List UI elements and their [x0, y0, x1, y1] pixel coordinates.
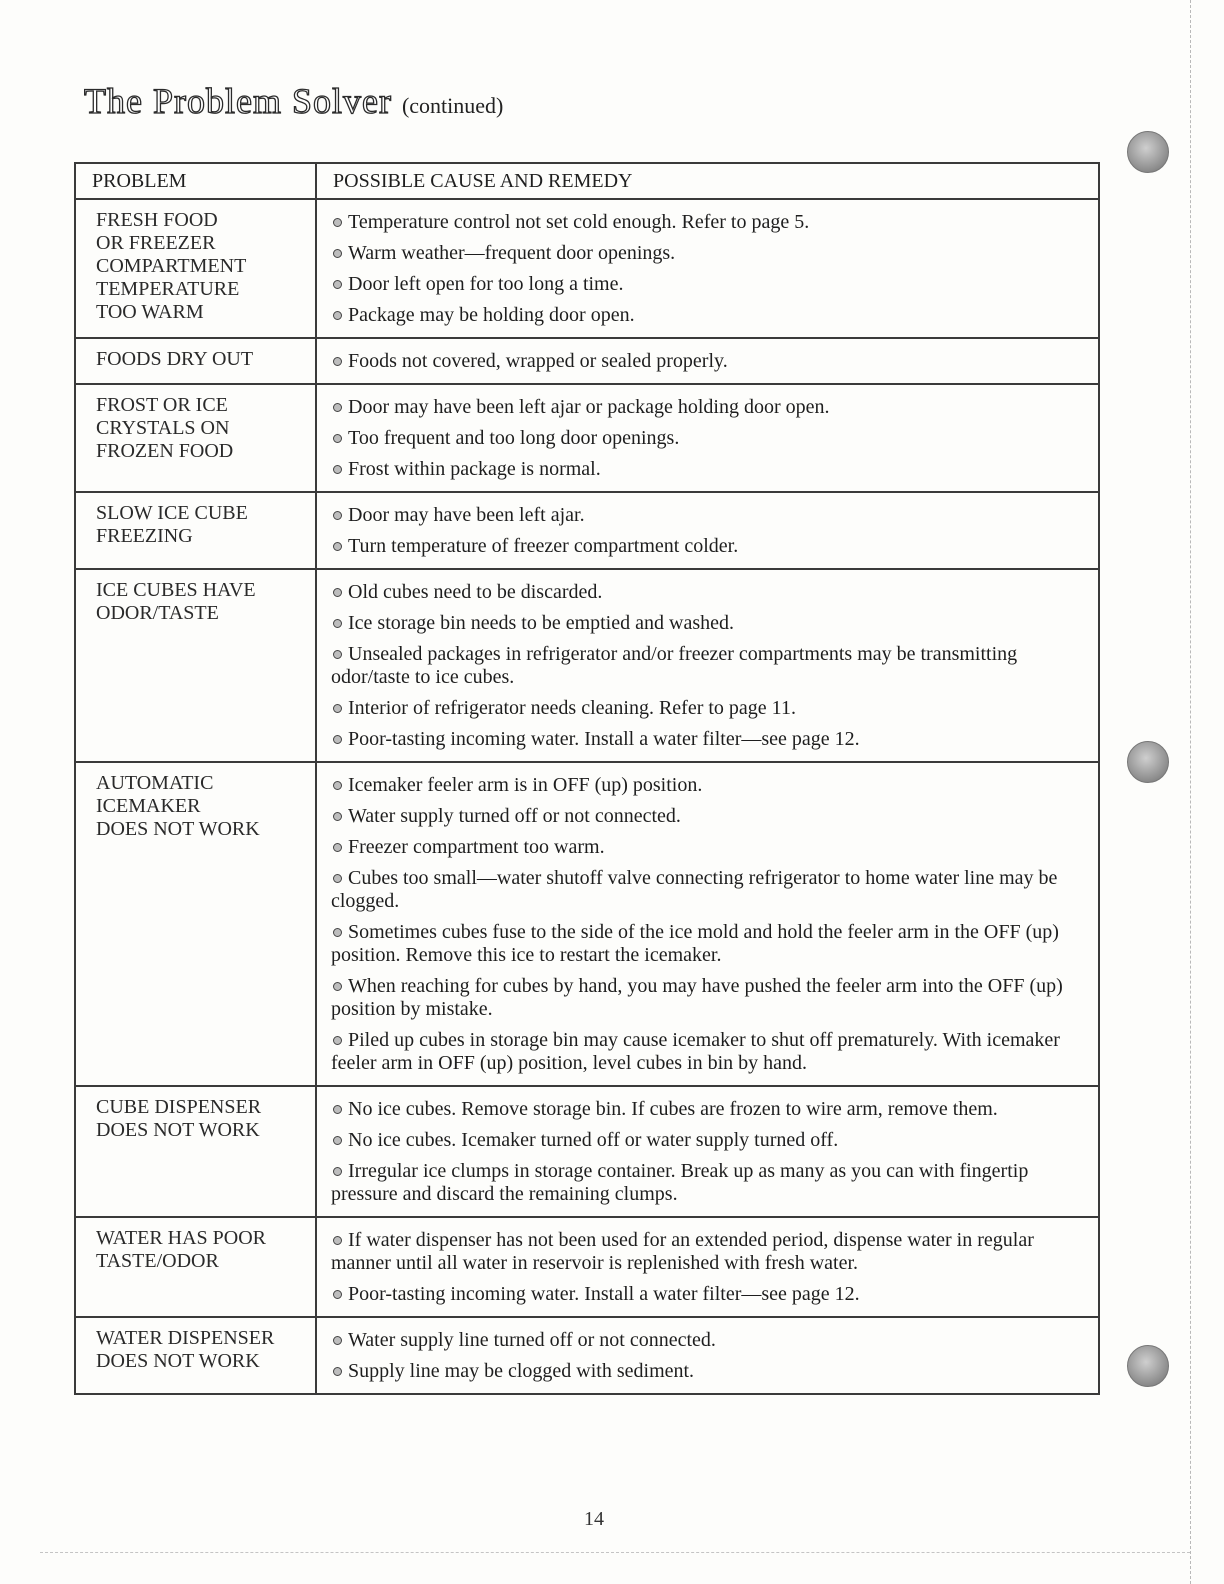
list-item — [331, 396, 1086, 419]
remedy-text: Freezer compartment too warm. — [348, 836, 605, 858]
list-item — [331, 1283, 1086, 1306]
list-item — [331, 350, 1086, 373]
remedy-cell — [316, 569, 1099, 762]
remedy-text: Water supply line turned off or not connected. — [348, 1329, 716, 1351]
remedy-cell — [316, 762, 1099, 1086]
list-item — [331, 975, 1086, 1021]
page-edge-bottom — [40, 1552, 1190, 1561]
problem-cell: FRESH FOOD OR FREEZER COMPARTMENT TEMPERATURE TOO WARM — [75, 199, 316, 338]
bullet-icon — [333, 812, 342, 821]
list-item — [331, 535, 1086, 558]
remedy-text: Sometimes cubes fuse to the side of the ice mold and hold the feeler arm in the OFF (up) position. Remove this ice to restart the icemaker. — [331, 921, 1059, 966]
bullet-icon — [333, 1336, 342, 1345]
remedy-text: Warm weather—frequent door openings. — [348, 242, 676, 264]
list-item — [331, 1229, 1086, 1275]
remedy-text: Old cubes need to be discarded. — [348, 581, 603, 603]
bullet-icon — [333, 843, 342, 852]
remedy-text: Water supply turned off or not connected. — [348, 805, 681, 827]
problem-cell: AUTOMATIC ICEMAKER DOES NOT WORK — [75, 762, 316, 1086]
bullet-icon — [333, 511, 342, 520]
remedy-list — [331, 504, 1086, 558]
bullet-icon — [333, 218, 342, 227]
list-item — [331, 211, 1086, 234]
remedy-list — [331, 1229, 1086, 1306]
bullet-icon — [333, 1136, 342, 1145]
page-number: 14 — [584, 1508, 604, 1530]
remedy-cell — [316, 384, 1099, 492]
list-item — [331, 581, 1086, 604]
remedy-text: Unsealed packages in refrigerator and/or freezer compartments may be transmitting odor/taste to ice cubes. — [331, 643, 1018, 688]
remedy-list — [331, 211, 1086, 327]
remedy-text: Door may have been left ajar. — [348, 504, 585, 526]
bullet-icon — [333, 588, 342, 597]
remedy-text: If water dispenser has not been used for an extended period, dispense water in regular manner until all water in reservoir is replenished with fresh water. — [331, 1229, 1034, 1274]
remedy-text: Poor-tasting incoming water. Install a water filter—see page 12. — [348, 728, 860, 750]
problem-cell: FOODS DRY OUT — [75, 338, 316, 384]
remedy-text: No ice cubes. Icemaker turned off or water supply turned off. — [348, 1129, 839, 1151]
remedy-list — [331, 774, 1086, 1075]
remedy-list — [331, 581, 1086, 751]
bullet-icon — [333, 1367, 342, 1376]
page-title — [84, 80, 503, 122]
bullet-icon — [333, 357, 342, 366]
remedy-text: No ice cubes. Remove storage bin. If cubes are frozen to wire arm, remove them. — [348, 1098, 998, 1120]
table-header-row — [75, 163, 1099, 199]
problem-solver-table — [74, 162, 1100, 1395]
list-item — [331, 1160, 1086, 1206]
bullet-icon — [333, 982, 342, 991]
page-title-main: The Problem Solver — [84, 81, 392, 121]
list-item — [331, 643, 1086, 689]
remedy-text: Cubes too small—water shutoff valve connecting refrigerator to home water line may be clogged. — [331, 867, 1058, 912]
bullet-icon — [333, 1105, 342, 1114]
table-body — [75, 199, 1099, 1394]
binder-hole-icon — [1127, 131, 1169, 173]
list-item — [331, 273, 1086, 296]
bullet-icon — [333, 434, 342, 443]
bullet-icon — [333, 928, 342, 937]
remedy-column-header: POSSIBLE CAUSE AND REMEDY — [316, 163, 1099, 199]
bullet-icon — [333, 280, 342, 289]
list-item — [331, 867, 1086, 913]
remedy-text: Temperature control not set cold enough. Refer to page 5. — [348, 211, 810, 233]
bullet-icon — [333, 704, 342, 713]
list-item — [331, 921, 1086, 967]
remedy-text: Icemaker feeler arm is in OFF (up) position. — [348, 774, 703, 796]
remedy-cell — [316, 338, 1099, 384]
remedy-list — [331, 1329, 1086, 1383]
remedy-text: Ice storage bin needs to be emptied and washed. — [348, 612, 734, 634]
remedy-cell — [316, 1217, 1099, 1317]
binder-hole-icon — [1127, 1345, 1169, 1387]
list-item — [331, 612, 1086, 635]
remedy-text: Foods not covered, wrapped or sealed properly. — [348, 350, 728, 372]
bullet-icon — [333, 650, 342, 659]
remedy-text: Irregular ice clumps in storage container. Break up as many as you can with fingertip pressure and discard the remaining clumps. — [331, 1160, 1029, 1205]
list-item — [331, 1360, 1086, 1383]
problem-cell: ICE CUBES HAVE ODOR/TASTE — [75, 569, 316, 762]
list-item — [331, 1098, 1086, 1121]
list-item — [331, 728, 1086, 751]
page-edge-right — [1190, 0, 1197, 1584]
list-item — [331, 458, 1086, 481]
list-item — [331, 697, 1086, 720]
bullet-icon — [333, 735, 342, 744]
remedy-text: Frost within package is normal. — [348, 458, 601, 480]
remedy-cell — [316, 199, 1099, 338]
table-row — [75, 338, 1099, 384]
problem-cell: WATER DISPENSER DOES NOT WORK — [75, 1317, 316, 1394]
table-row — [75, 762, 1099, 1086]
remedy-list — [331, 396, 1086, 481]
list-item — [331, 427, 1086, 450]
table-row — [75, 1217, 1099, 1317]
list-item — [331, 1329, 1086, 1352]
remedy-cell — [316, 1317, 1099, 1394]
list-item — [331, 774, 1086, 797]
bullet-icon — [333, 1236, 342, 1245]
list-item — [331, 1029, 1086, 1075]
bullet-icon — [333, 465, 342, 474]
remedy-text: Door may have been left ajar or package holding door open. — [348, 396, 830, 418]
problem-column-header: PROBLEM — [75, 163, 316, 199]
problem-cell: SLOW ICE CUBE FREEZING — [75, 492, 316, 569]
bullet-icon — [333, 249, 342, 258]
list-item — [331, 1129, 1086, 1152]
bullet-icon — [333, 311, 342, 320]
remedy-text: When reaching for cubes by hand, you may have pushed the feeler arm into the OFF (up) position by mistake. — [331, 975, 1063, 1020]
list-item — [331, 304, 1086, 327]
bullet-icon — [333, 403, 342, 412]
problem-cell: CUBE DISPENSER DOES NOT WORK — [75, 1086, 316, 1217]
remedy-text: Too frequent and too long door openings. — [348, 427, 680, 449]
list-item — [331, 805, 1086, 828]
table-row — [75, 1086, 1099, 1217]
remedy-text: Turn temperature of freezer compartment colder. — [348, 535, 739, 557]
table-row — [75, 1317, 1099, 1394]
bullet-icon — [333, 542, 342, 551]
remedy-text: Package may be holding door open. — [348, 304, 635, 326]
bullet-icon — [333, 1167, 342, 1176]
bullet-icon — [333, 874, 342, 883]
problem-cell: FROST OR ICE CRYSTALS ON FROZEN FOOD — [75, 384, 316, 492]
list-item — [331, 836, 1086, 859]
remedy-text: Door left open for too long a time. — [348, 273, 624, 295]
remedy-list — [331, 1098, 1086, 1206]
table-row — [75, 492, 1099, 569]
bullet-icon — [333, 1290, 342, 1299]
binder-hole-icon — [1127, 741, 1169, 783]
table-row — [75, 569, 1099, 762]
remedy-cell — [316, 1086, 1099, 1217]
remedy-text: Interior of refrigerator needs cleaning. Refer to page 11. — [348, 697, 796, 719]
problem-cell: WATER HAS POOR TASTE/ODOR — [75, 1217, 316, 1317]
list-item — [331, 504, 1086, 527]
bullet-icon — [333, 1036, 342, 1045]
remedy-text: Poor-tasting incoming water. Install a water filter—see page 12. — [348, 1283, 860, 1305]
table-row — [75, 199, 1099, 338]
remedy-text: Supply line may be clogged with sediment. — [348, 1360, 695, 1382]
list-item — [331, 242, 1086, 265]
bullet-icon — [333, 781, 342, 790]
remedy-cell — [316, 492, 1099, 569]
page-title-subtitle: (continued) — [401, 93, 504, 118]
table-row — [75, 384, 1099, 492]
bullet-icon — [333, 619, 342, 628]
remedy-list — [331, 350, 1086, 373]
remedy-text: Piled up cubes in storage bin may cause icemaker to shut off prematurely. With icemaker feeler arm in OFF (up) position, level cubes in bin by hand. — [331, 1029, 1060, 1074]
